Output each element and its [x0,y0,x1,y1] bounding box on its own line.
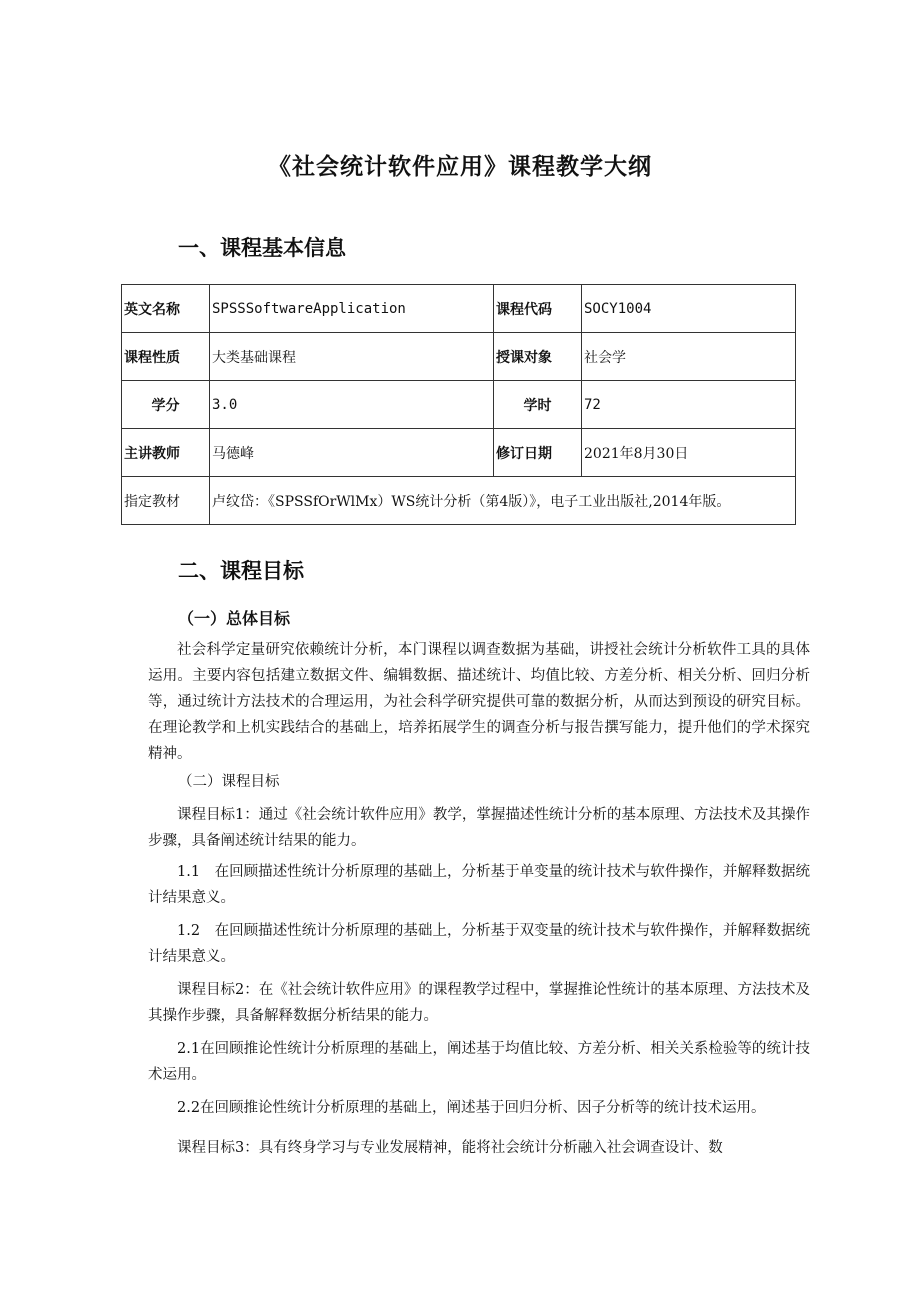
goal-1-2-paragraph: 1.2 在回顾描述性统计分析原理的基础上，分析基于双变量的统计技术与软件操作，并解释数据统计结果意义。 [148,923,810,965]
course-info-table [121,284,796,525]
goal-1-1-paragraph: 1.1 在回顾描述性统计分析原理的基础上，分析基于单变量的统计技术与软件操作，并解释数据统计结果意义。 [148,864,810,906]
revised-date-value: 2021年8月30日 [582,429,796,477]
goal-2-paragraph: 课程目标2：在《社会统计软件应用》的课程教学过程中，掌握推论性统计的基本原理、方法技术及其操作步骤，具备解释数据分析结果的能力。 [148,982,810,1024]
table-row [122,477,796,525]
teacher-value: 马德峰 [210,429,494,477]
goal-1-paragraph: 课程目标1：通过《社会统计软件应用》教学，掌握描述性统计分析的基本原理、方法技术及其操作步骤，具备阐述统计结果的能力。 [148,807,810,849]
english-name-value: SPSSSoftwareApplication [210,285,494,333]
audience-value: 社会学 [582,333,796,381]
english-name-label: 英文名称 [122,285,210,333]
page-title: 《社会统计软件应用》课程教学大纲 [268,154,652,180]
table-row [122,285,796,333]
textbook-value: 卢纹岱：《SPSSfOrWlMx）WS统计分析（第4版）》，电子工业出版社,2014年版。 [210,477,796,525]
textbook-label: 指定教材 [122,477,210,525]
section-heading-basic-info: 一、课程基本信息 [178,236,346,260]
goal-2-1-paragraph: 2.1在回顾推论性统计分析原理的基础上，阐述基于均值比较、方差分析、相关关系检验等的统计技术运用。 [148,1041,810,1083]
section-heading-goals: 二、课程目标 [178,559,304,583]
credits-value: 3.0 [210,381,494,429]
table-row [122,333,796,381]
hours-value: 72 [582,381,796,429]
course-code-value: SOCY1004 [582,285,796,333]
hours-label: 学时 [494,381,582,429]
course-nature-value: 大类基础课程 [210,333,494,381]
overall-goal-paragraph: 社会科学定量研究依赖统计分析，本门课程以调查数据为基础，讲授社会统计分析软件工具的具体运用。主要内容包括建立数据文件、编辑数据、描述统计、均值比较、方差分析、相关分析、回归分析等，通过统计方法技术的合理运用，为社会科学研究提供可靠的数据分析，从而达到预设的研究目标。在理论教学和上机实践结合的基础上，培养拓展学生的调查分析与报告撰写能力，提升他们的学术探究精神。 [148,642,810,762]
goal-3-paragraph: 课程目标3：具有终身学习与专业发展精神，能将社会统计分析融入社会调查设计、数 [177,1140,723,1156]
subheading-overall-goal: （一）总体目标 [178,609,291,628]
table-row [122,381,796,429]
subheading-course-goals: （二）课程目标 [178,774,280,790]
course-code-label: 课程代码 [494,285,582,333]
course-nature-label: 课程性质 [122,333,210,381]
table-row [122,429,796,477]
goal-2-2-paragraph: 2.2在回顾推论性统计分析原理的基础上，阐述基于回归分析、因子分析等的统计技术运用。 [177,1100,766,1116]
audience-label: 授课对象 [494,333,582,381]
revised-date-label: 修订日期 [494,429,582,477]
credits-label: 学分 [122,381,210,429]
teacher-label: 主讲教师 [122,429,210,477]
